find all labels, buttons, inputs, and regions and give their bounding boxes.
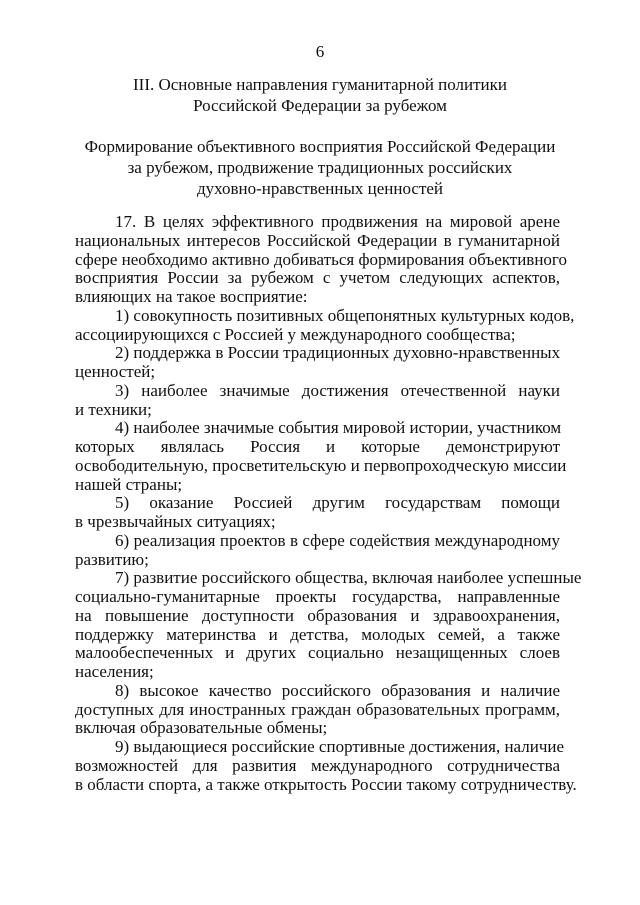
body-line: в чрезвычайных ситуациях; (75, 512, 276, 531)
body-line: поддержку материнства и детства, молодых семей, а также (75, 624, 560, 644)
body-line: 17. В целях эффективного продвижения на мировой арене (115, 212, 560, 231)
body-line: включая образовательные обмены; (75, 718, 328, 738)
section-title-line: III. Основные направления гуманитарной политики (133, 75, 507, 94)
section-title-line: Российской Федерации за рубежом (193, 96, 447, 115)
body-line: 1) совокупность позитивных общепонятных культурных кодов, (115, 305, 575, 325)
subsection-title-line: за рубежом, продвижение традиционных российских (127, 158, 513, 177)
body-line: восприятия России за рубежом с учетом следующих аспектов, (75, 268, 560, 288)
body-line: в области спорта, а также открытость России такому сотрудничеству. (75, 774, 577, 794)
body-line: 2) поддержка в России традиционных духовно-нравственных (115, 343, 561, 363)
body-line: влияющих на такое восприятие: (75, 287, 308, 306)
body-line: национальных интересов Российской Федерации в гуманитарной (75, 230, 560, 250)
body-line: 8) высокое качество российского образования и наличие (115, 680, 560, 700)
body-line: ценностей; (75, 362, 156, 381)
body-line: возможностей для развития международного сотрудничества (75, 755, 560, 775)
body-line: 6) реализация проектов в сфере содействия международному (115, 530, 560, 550)
body-line: доступных для иностранных граждан образовательных программ, (75, 699, 560, 719)
body-line: социально-гуманитарные проекты государства, направленные (75, 587, 560, 606)
subsection-title (60, 136, 580, 199)
body-line: сфере необходимо активно добиваться формирования объективного (75, 249, 567, 269)
body-text (75, 212, 582, 794)
body-line: малообеспеченных и других социально незащищенных слоев (75, 643, 560, 663)
subsection-title-line: духовно-нравственных ценностей (196, 179, 444, 198)
body-line: 9) выдающиеся российские спортивные достижения, наличие (115, 737, 565, 756)
body-line: 4) наиболее значимые события мировой истории, участником (115, 418, 562, 438)
body-line: развитию; (75, 549, 149, 569)
subsection-title-line: Формирование объективного восприятия Российской Федерации (84, 137, 556, 156)
body-line: на повышение доступности образования и здравоохранения, (75, 605, 560, 625)
page-number: 6 (315, 42, 325, 61)
section-title (60, 74, 580, 116)
body-line: ассоциирующихся с Россией у международного сообщества; (75, 324, 516, 344)
body-line: нашей страны; (75, 474, 183, 494)
body-line: освободительную, просветительскую и первопроходческую миссии (75, 455, 567, 475)
body-line: 3) наиболее значимые достижения отечественной науки (115, 380, 560, 400)
body-line: 7) развитие российского общества, включая наиболее успешные (115, 568, 582, 588)
body-line: и техники; (75, 399, 152, 419)
body-line: 5) оказание Россией другим государствам помощи (115, 493, 560, 513)
body-line: которых являлась Россия и которые демонстрируют (75, 437, 560, 456)
body-line: населения; (75, 662, 154, 681)
